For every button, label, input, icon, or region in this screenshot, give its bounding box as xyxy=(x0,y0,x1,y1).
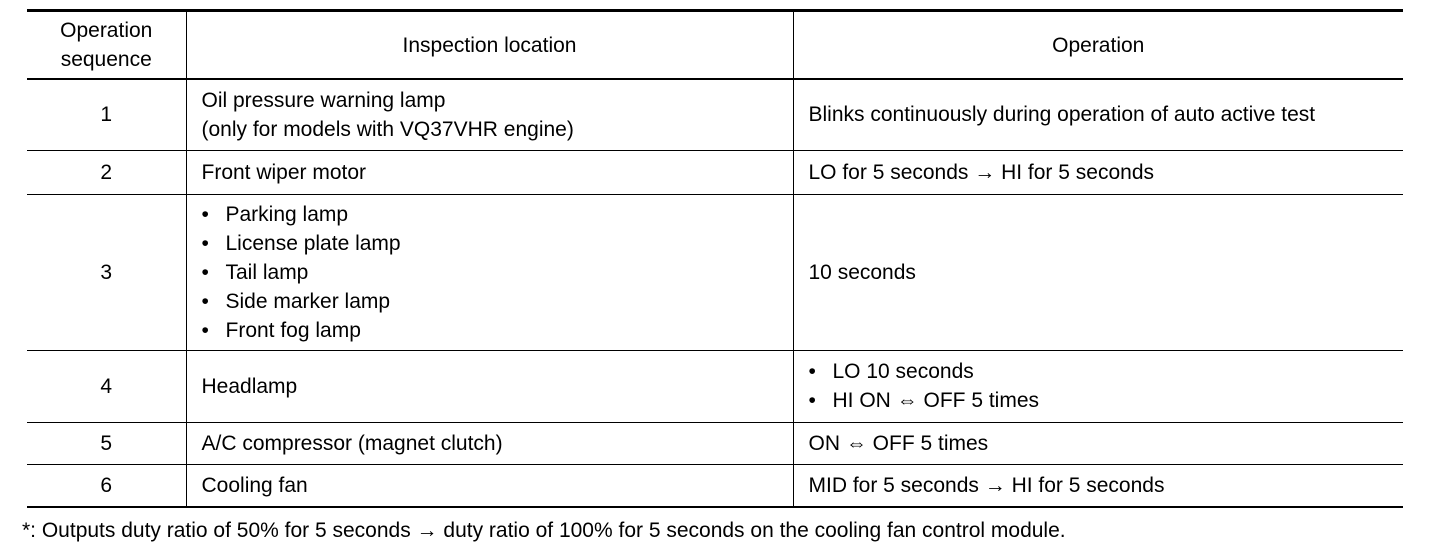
sequence-cell: 1 xyxy=(27,79,186,150)
inspection-location-cell: Headlamp xyxy=(186,350,793,422)
sequence-cell: 5 xyxy=(27,422,186,464)
operation-cell: 10 seconds xyxy=(793,194,1403,350)
list-item: • License plate lamp xyxy=(202,229,778,258)
list-item: • HI ON ⇔ OFF 5 times xyxy=(809,386,1389,415)
header-inspection-location: Inspection location xyxy=(186,11,793,80)
operation-cell xyxy=(793,350,1403,422)
location-bullet-list xyxy=(202,200,778,345)
inspection-location-cell: Front wiper motor xyxy=(186,150,793,194)
list-item: • Front fog lamp xyxy=(202,316,778,345)
table-header-row xyxy=(27,11,1403,80)
operation-bullet-list xyxy=(809,357,1389,415)
inspection-location-cell: Cooling fan xyxy=(186,464,793,507)
table-row xyxy=(27,79,1403,150)
sequence-cell: 6 xyxy=(27,464,186,507)
table-row xyxy=(27,150,1403,194)
location-line: (only for models with VQ37VHR engine) xyxy=(201,117,574,141)
sequence-cell: 4 xyxy=(27,350,186,422)
list-item: • Tail lamp xyxy=(202,258,778,287)
inspection-location-cell xyxy=(186,79,793,150)
operation-cell: MID for 5 seconds → HI for 5 seconds xyxy=(793,464,1403,507)
sequence-cell: 3 xyxy=(27,194,186,350)
operation-cell: Blinks continuously during operation of auto active test xyxy=(793,79,1403,150)
header-operation-sequence: Operation sequence xyxy=(27,11,186,80)
inspection-location-cell xyxy=(186,194,793,350)
sequence-cell: 2 xyxy=(27,150,186,194)
operation-cell: ON ⇔ OFF 5 times xyxy=(793,422,1403,464)
footnote: *: Outputs duty ratio of 50% for 5 seconds → duty ratio of 100% for 5 seconds on the cooling fan control module. xyxy=(22,519,1066,542)
table-row xyxy=(27,422,1403,464)
list-item: • LO 10 seconds xyxy=(809,357,1389,386)
operation-sequence-table xyxy=(27,9,1403,508)
table-row xyxy=(27,350,1403,422)
location-line: Oil pressure warning lamp xyxy=(201,88,446,112)
inspection-location-cell: A/C compressor (magnet clutch) xyxy=(186,422,793,464)
operation-cell: LO for 5 seconds → HI for 5 seconds xyxy=(793,150,1403,194)
list-item: • Side marker lamp xyxy=(202,287,778,316)
table-row xyxy=(27,194,1403,350)
header-operation: Operation xyxy=(793,11,1403,80)
table-row xyxy=(27,464,1403,507)
list-item: • Parking lamp xyxy=(202,200,778,229)
